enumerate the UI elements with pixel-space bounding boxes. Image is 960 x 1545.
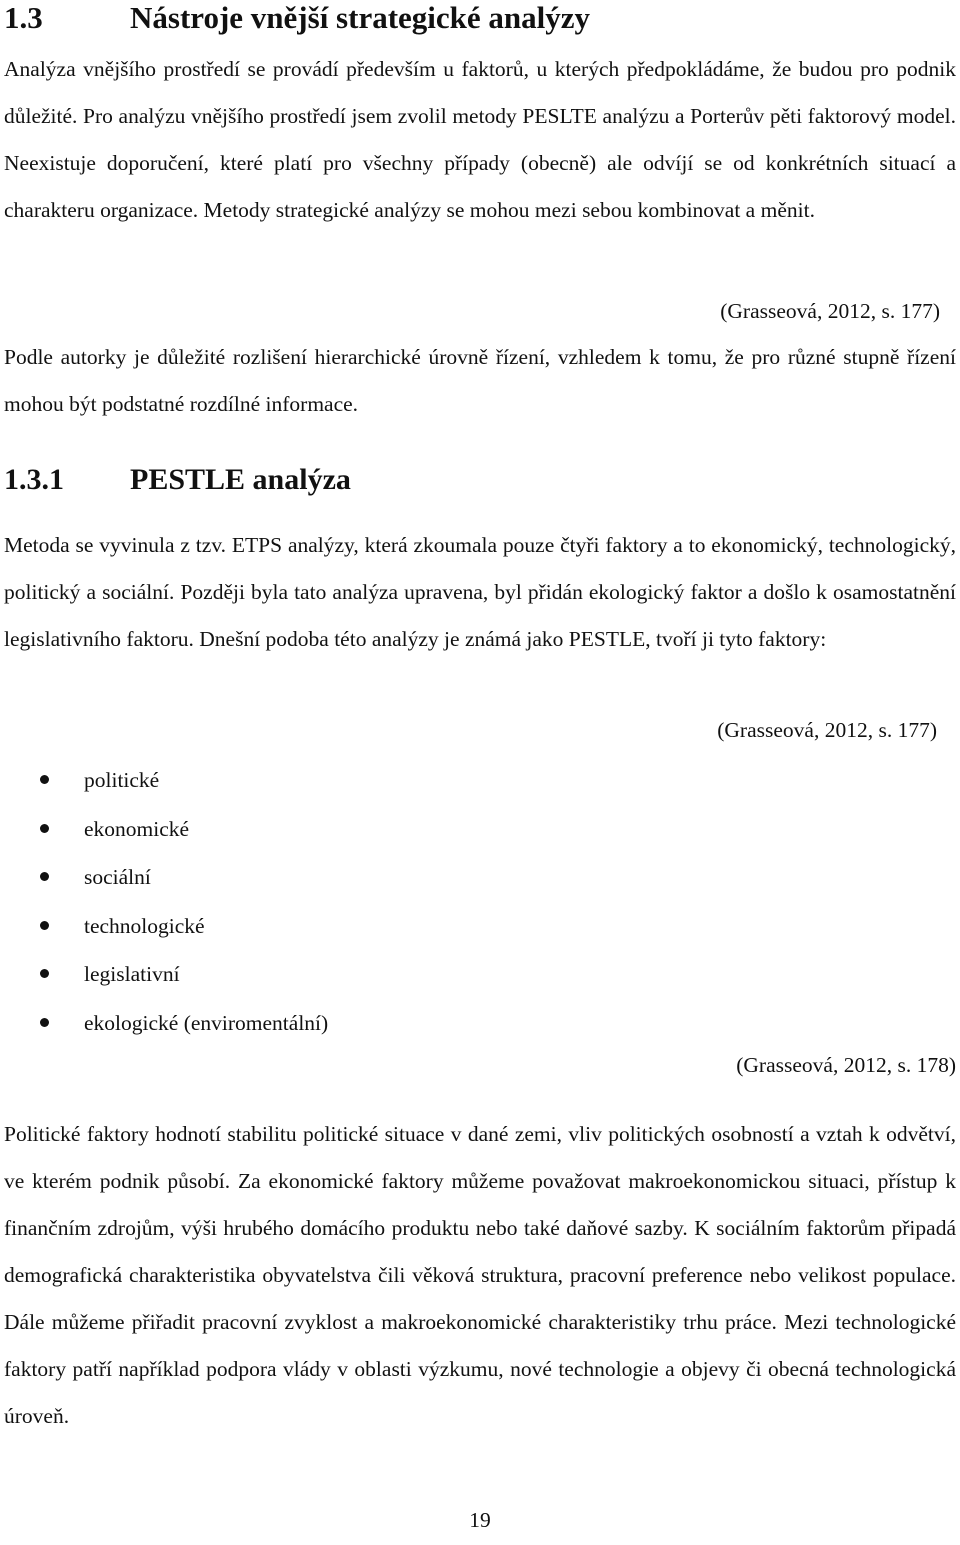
list-item bbox=[0, 950, 328, 999]
list-item bbox=[0, 902, 328, 951]
list-item-label: politické bbox=[84, 768, 160, 792]
bullet-icon bbox=[40, 824, 49, 833]
list-item-label: legislativní bbox=[84, 962, 180, 986]
bullet-icon bbox=[40, 872, 49, 881]
section-heading bbox=[4, 0, 590, 36]
list-item bbox=[0, 805, 328, 854]
page-number: 19 bbox=[469, 1508, 491, 1532]
paragraph-pestle: Metoda se vyvinula z tzv. ETPS analýzy, která zkoumala pouze čtyři faktory a to ekonomický, technologický, politický a sociální. Později byla tato analýza upravena, byl přidán ekologický faktor a došlo k osamostatnění legislativního faktoru. Dnešní podoba této analýzy je známá jako PESTLE, tvoří ji tyto faktory: bbox=[4, 533, 956, 651]
paragraph-hierarchy: Podle autorky je důležité rozlišení hierarchické úrovně řízení, vzhledem k tomu, že pro různé stupně řízení mohou být podstatné rozdílné informace. bbox=[4, 345, 956, 416]
subsection-title: PESTLE analýza bbox=[130, 463, 351, 496]
list-item bbox=[0, 999, 328, 1048]
paragraph-factors-description: Politické faktory hodnotí stabilitu politické situace v dané zemi, vliv politických osobností a vztah k odvětví, ve kterém podnik působí. Za ekonomické faktory můžeme považovat makroekonomickou situaci, přístup k finančním zdrojům, výši hrubého domácího produktu nebo také daňové sazby. K sociálním faktorům připadá demografická charakteristika obyvatelstva čili věková struktura, pracovní preference nebo velikost populace. Dále můžeme přiřadit pracovní zvyklost a makroekonomické charakteristiky trhu práce. Mezi technologické faktory patří například podpora vlády v oblasti výzkumu, nové technologie a objevy či obecná technologická úroveň. bbox=[4, 1122, 956, 1428]
list-item-label: technologické bbox=[84, 913, 205, 938]
subsection-number: 1.3.1 bbox=[4, 463, 64, 496]
paragraph-intro: Analýza vnějšího prostředí se provádí především u faktorů, u kterých předpokládáme, že budou pro podnik důležité. Pro analýzu vnějšího prostředí jsem zvolil metody PESLTE analýzu a Porterův pěti faktorový model. Neexistuje doporučení, které platí pro všechny případy (obecně) ale odvíjí se od konkrétních situací a charakteru organizace. Metody strategické analýzy se mohou mezi sebou kombinovat a měnit. bbox=[4, 57, 956, 222]
list-item bbox=[0, 853, 328, 902]
citation-3: (Grasseová, 2012, s. 178) bbox=[736, 1053, 956, 1077]
citation-1: (Grasseová, 2012, s. 177) bbox=[720, 299, 940, 323]
list-item bbox=[0, 756, 328, 805]
section-number: 1.3 bbox=[4, 0, 43, 35]
bullet-icon bbox=[40, 1018, 49, 1027]
bullet-icon bbox=[40, 921, 49, 930]
citation-2: (Grasseová, 2012, s. 177) bbox=[717, 718, 937, 742]
list-item-label: ekologické (enviromentální) bbox=[84, 1010, 329, 1035]
bullet-icon bbox=[40, 775, 49, 784]
bullet-icon bbox=[40, 969, 49, 978]
subsection-heading bbox=[4, 462, 351, 498]
factor-list bbox=[0, 756, 328, 1047]
section-title: Nástroje vnější strategické analýzy bbox=[130, 0, 591, 35]
list-item-label: sociální bbox=[84, 865, 151, 889]
list-item-label: ekonomické bbox=[84, 816, 190, 841]
